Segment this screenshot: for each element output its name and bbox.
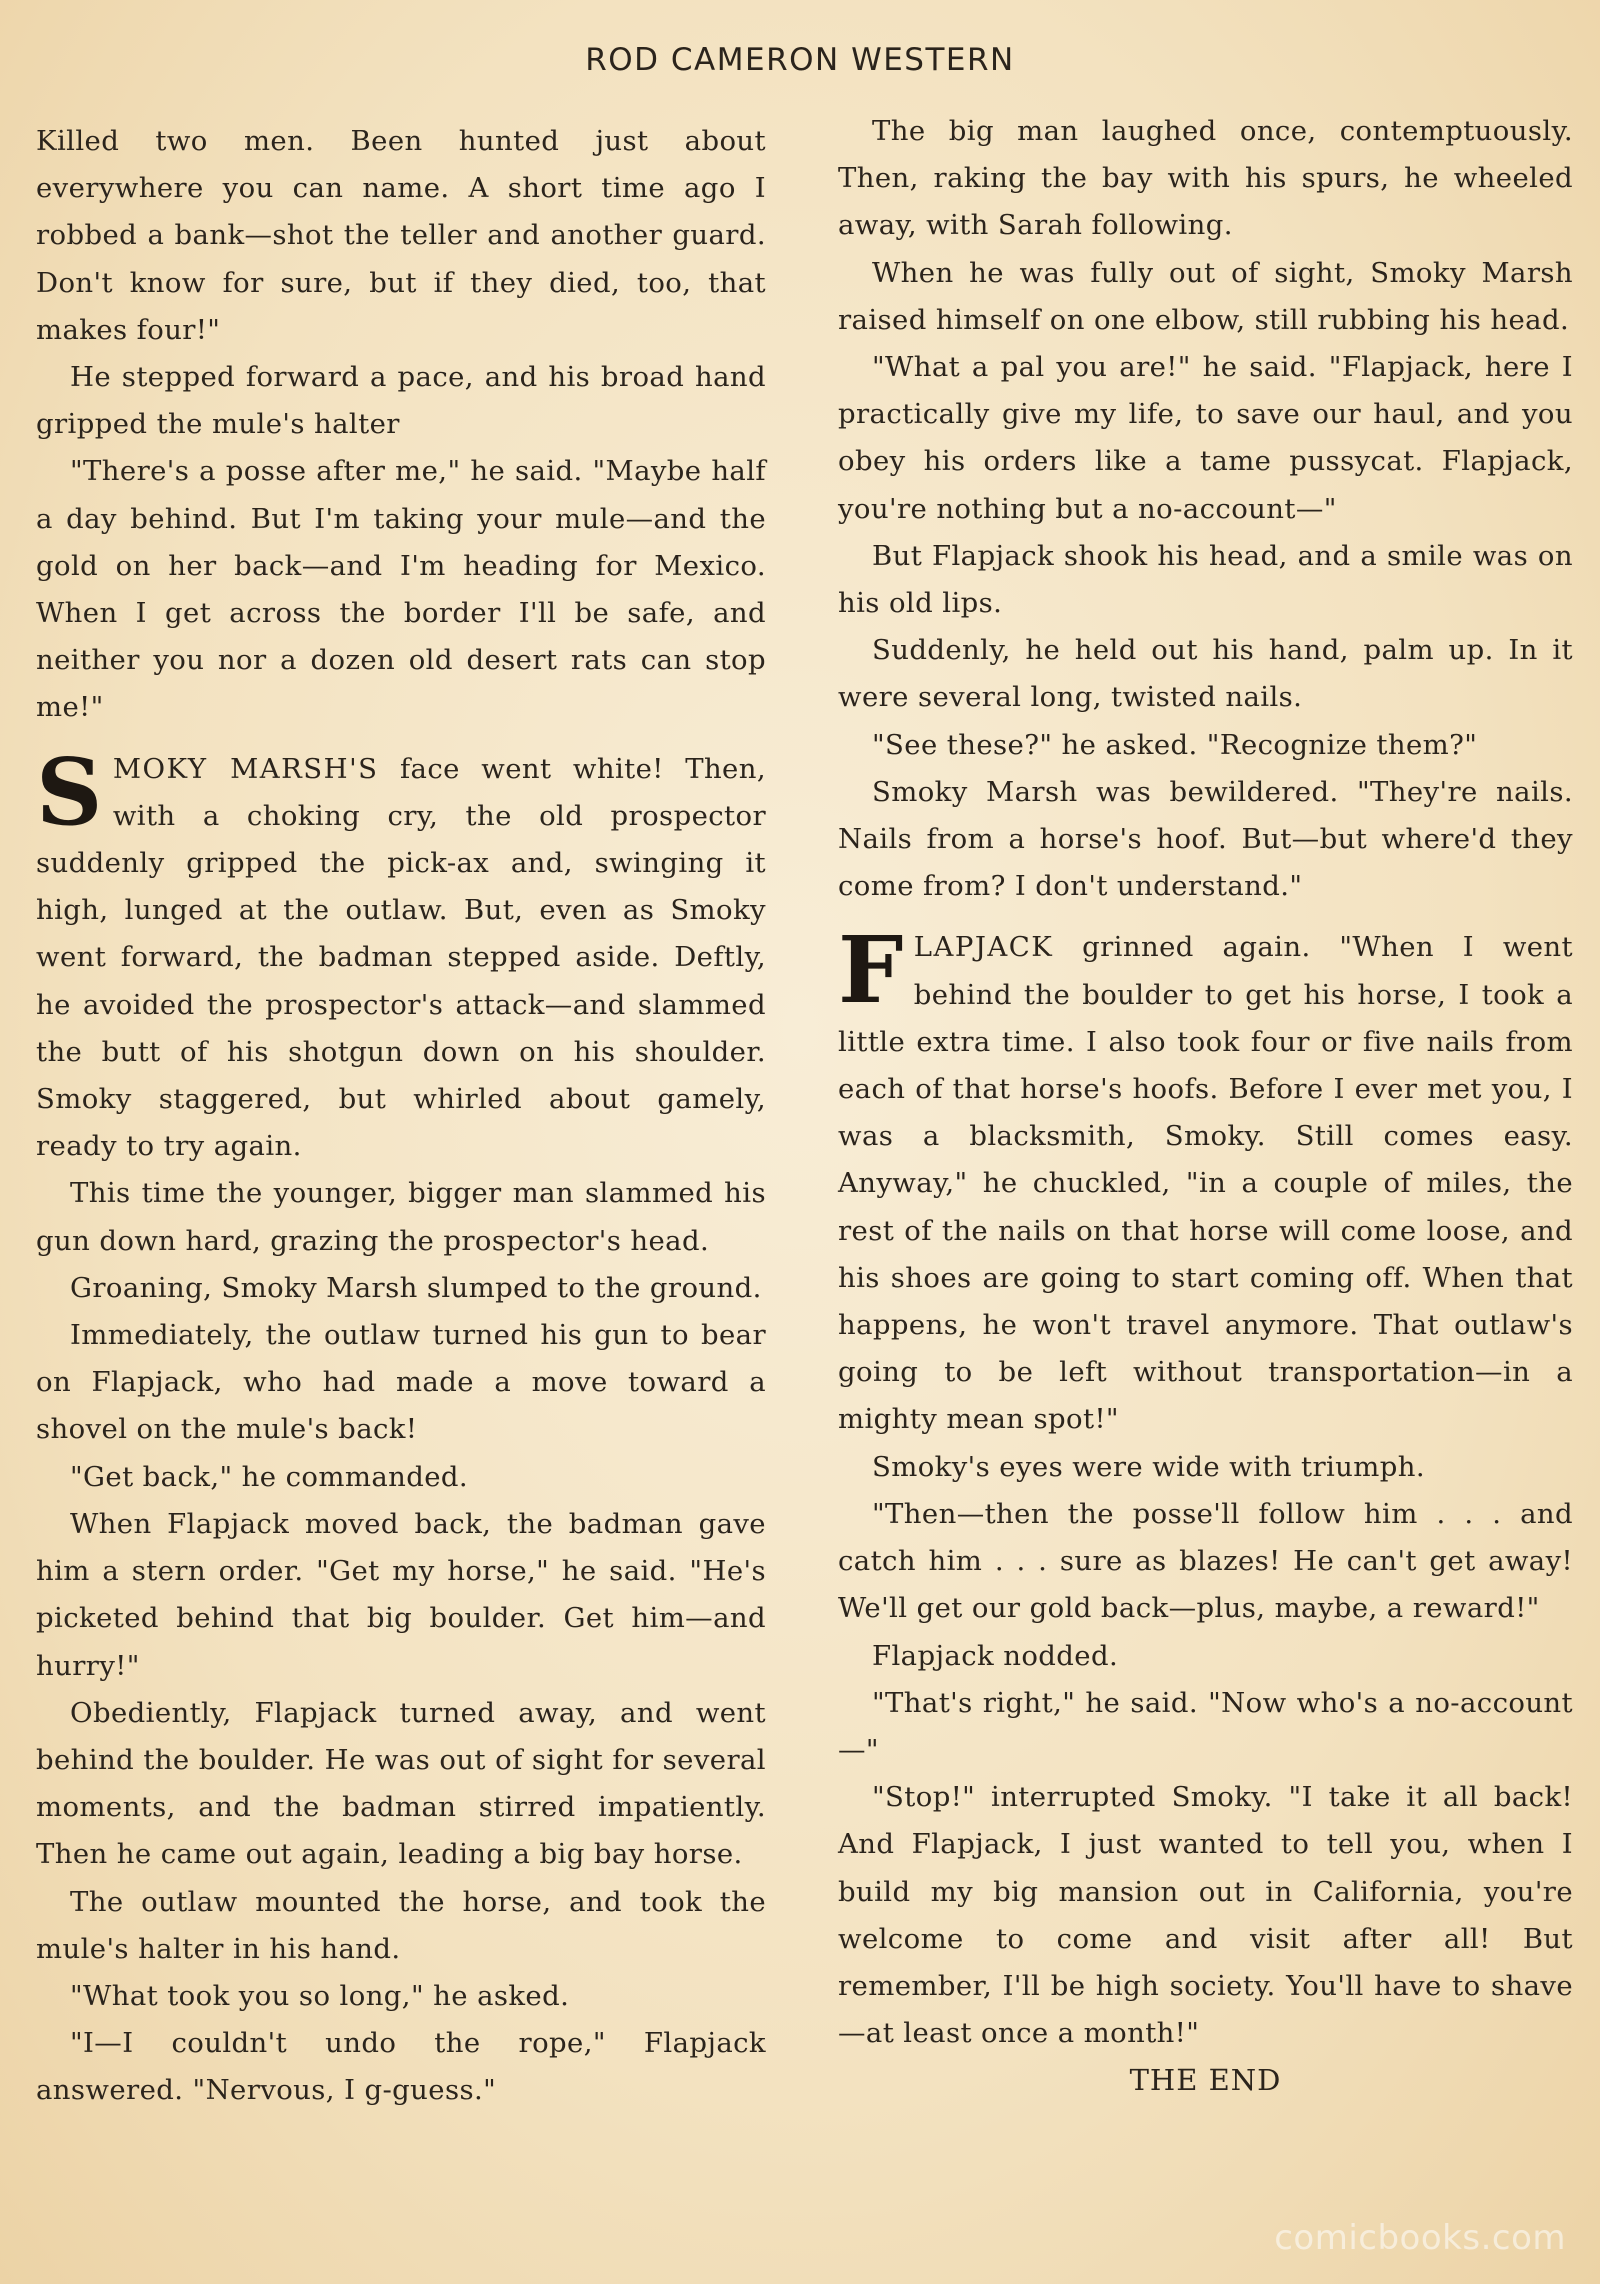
paragraph: "That's right," he said. "Now who's a no-account—": [838, 1686, 1573, 1766]
paragraph: "What a pal you are!" he said. "Flapjack, here I practically give my life, to save our haul, and you obey his orders like a tame pussycat. Flapjack, you're nothing but a no-account—": [838, 351, 1573, 525]
running-title: ROD CAMERON WESTERN: [585, 42, 1015, 78]
small-caps-lead: LAPJACK: [913, 931, 1054, 964]
paragraph: He stepped forward a pace, and his broad hand gripped the mule's halter: [36, 361, 766, 441]
paragraph: Smoky's eyes were wide with triumph.: [872, 1450, 1426, 1483]
paragraph: This time the younger, bigger man slammed his gun down hard, grazing the prospector's head.: [36, 1177, 766, 1257]
right-text-column: [838, 108, 1573, 2105]
paragraph: But Flapjack shook his head, and a smile was on his old lips.: [838, 539, 1573, 620]
paragraph: The big man laughed once, contemptuously. Then, raking the bay with his spurs, he wheeled away, with Sarah following.: [838, 115, 1573, 242]
paragraph: "There's a posse after me," he said. "Maybe half a day behind. But I'm taking your mule—and the gold on her back—and I'm heading for Mexico. When I get across the border I'll be safe, and neither you nor a dozen old desert rats can stop me!": [36, 455, 766, 724]
paragraph: Flapjack nodded.: [872, 1639, 1119, 1672]
paragraph: The outlaw mounted the horse, and took the mule's halter in his hand.: [36, 1885, 766, 1965]
paragraph: "Stop!" interrupted Smoky. "I take it all back! And Flapjack, I just wanted to tell you, when I build my big mansion out in California, you're welcome to come and visit after all! But remember, I'll be high society. You'll have to shave—at least once a month!": [838, 1781, 1573, 2050]
left-text-column: [36, 118, 766, 2115]
dropcap-paragraph: [36, 737, 766, 1171]
paragraph: When Flapjack moved back, the badman gave him a stern order. "Get my horse," he said. "He's picketed behind that big boulder. Get him—and hurry!": [36, 1507, 766, 1682]
drop-cap-letter: S: [36, 737, 103, 846]
drop-cap-letter: F: [838, 916, 904, 1025]
paragraph: "Get back," he commanded.: [70, 1460, 469, 1493]
dropcap-paragraph: [838, 916, 1573, 1443]
paragraph: "I—I couldn't undo the rope," Flapjack answered. "Nervous, I g-guess.": [36, 2027, 766, 2107]
paragraph-text: face went white! Then, with a choking cry, the old prospector suddenly gripped the pick-ax and, swinging it high, lunged at the outlaw. But, even as Smoky went forward, the badman stepped aside. Deftly, he avoided the prospector's attack—and slammed the butt of his shotgun down on his shoulder. Smoky staggered, but whirled about gamely, ready to try again.: [36, 752, 766, 1163]
paragraph: Obediently, Flapjack turned away, and went behind the boulder. He was out of sight for several moments, and the badman stirred impatiently. Then he came out again, leading a big bay horse.: [36, 1696, 766, 1871]
site-watermark: comicbooks.com: [1274, 2218, 1566, 2258]
paragraph: "Then—then the posse'll follow him . . . and catch him . . . sure as blazes! He can't get away! We'll get our gold back—plus, maybe, a reward!": [838, 1497, 1573, 1625]
paragraph: "See these?" he asked. "Recognize them?": [872, 728, 1478, 761]
paragraph-text: grinned again. "When I went behind the boulder to get his horse, I took a little extra time. I also took four or five nails from each of that horse's hoofs. Before I ever met you, I was a blacksmith, Smoky. Still comes easy. Anyway," he chuckled, "in a couple of miles, the rest of the nails on that horse will come loose, and his shoes are going to start coming off. When that happens, he won't travel anymore. That outlaw's going to be left without transportation—in a mighty mean spot!": [838, 931, 1573, 1436]
paragraph: Smoky Marsh was bewildered. "They're nails. Nails from a horse's hoof. But—but where'd they come from? I don't understand.": [838, 775, 1573, 903]
paragraph: Killed two men. Been hunted just about everywhere you can name. A short time ago I robbed a bank—shot the teller and another guard. Don't know for sure, but if they died, too, that makes four!": [36, 125, 766, 346]
the-end-label: THE END: [1129, 2063, 1282, 2098]
paragraph: When he was fully out of sight, Smoky Marsh raised himself on one elbow, still rubbing his head.: [838, 256, 1573, 336]
paragraph: Immediately, the outlaw turned his gun to bear on Flapjack, who had made a move toward a shovel on the mule's back!: [36, 1319, 766, 1446]
paragraph: Suddenly, he held out his hand, palm up. In it were several long, twisted nails.: [838, 634, 1573, 714]
paragraph: Groaning, Smoky Marsh slumped to the ground.: [70, 1271, 762, 1304]
paragraph: "What took you so long," he asked.: [70, 1979, 570, 2012]
small-caps-lead: MOKY MARSH'S: [112, 752, 379, 785]
